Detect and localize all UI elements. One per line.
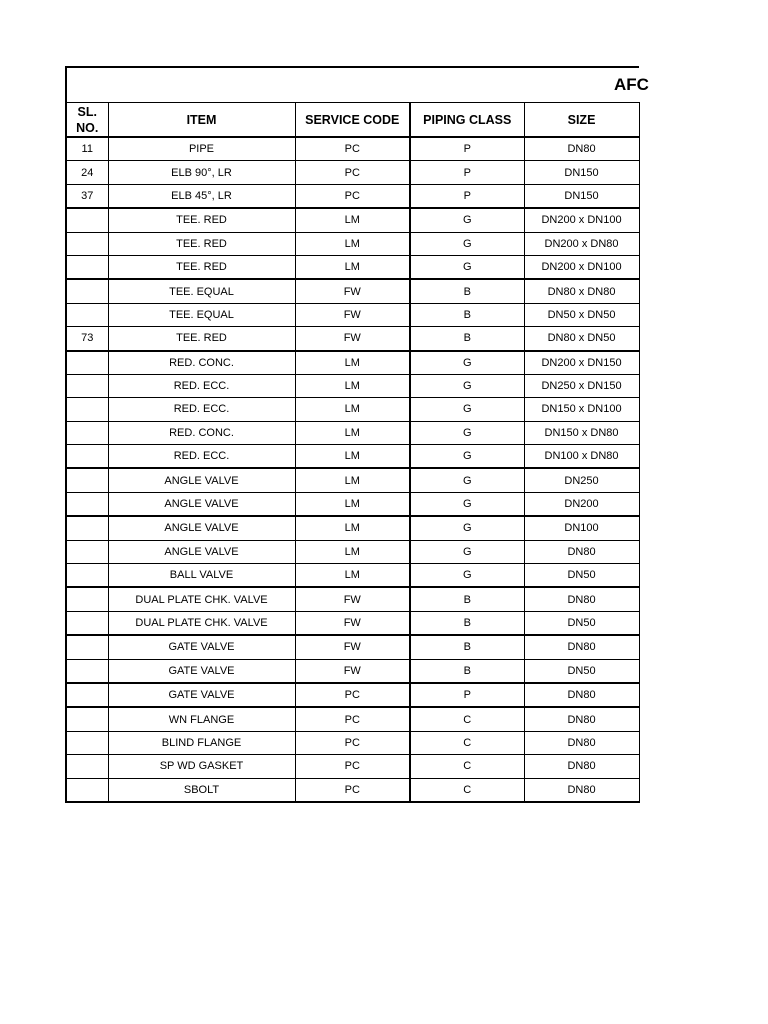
item-cell: TEE. RED: [108, 255, 295, 279]
header-sl-no: [66, 103, 108, 138]
item-cell: GATE VALVE: [108, 659, 295, 683]
service-code-cell: LM: [295, 232, 410, 255]
header-service-code: SERVICE CODE: [295, 103, 410, 138]
sl-no-cell: [66, 564, 108, 588]
service-code-cell: LM: [295, 255, 410, 279]
size-cell: DN80: [524, 635, 639, 659]
piping-class-cell: G: [410, 232, 524, 255]
service-code-cell: FW: [295, 327, 410, 351]
service-code-cell: LM: [295, 492, 410, 516]
sl-no-cell: [66, 540, 108, 563]
table-row: [66, 611, 639, 635]
service-code-cell: LM: [295, 516, 410, 540]
table-row: [66, 255, 639, 279]
piping-class-cell: P: [410, 184, 524, 208]
size-cell: DN200 x DN100: [524, 255, 639, 279]
table-row: [66, 564, 639, 588]
sl-no-cell: 24: [66, 161, 108, 184]
title-cell: [66, 67, 649, 103]
table-row: [66, 351, 639, 375]
service-code-cell: PC: [295, 683, 410, 707]
service-code-cell: PC: [295, 137, 410, 161]
header-row: [66, 103, 639, 138]
sheet-title: AFC: [614, 75, 649, 94]
size-cell: DN100 x DN80: [524, 445, 639, 469]
size-cell: DN100: [524, 516, 639, 540]
item-cell: ELB 45°, LR: [108, 184, 295, 208]
table-row: [66, 374, 639, 397]
piping-class-cell: B: [410, 327, 524, 351]
piping-class-cell: G: [410, 516, 524, 540]
service-code-cell: LM: [295, 564, 410, 588]
item-cell: GATE VALVE: [108, 683, 295, 707]
item-cell: WN FLANGE: [108, 707, 295, 731]
item-cell: BALL VALVE: [108, 564, 295, 588]
table-row: [66, 659, 639, 683]
header-piping-class: PIPING CLASS: [410, 103, 524, 138]
header-size: SIZE: [524, 103, 639, 138]
piping-class-cell: B: [410, 635, 524, 659]
item-cell: ANGLE VALVE: [108, 516, 295, 540]
sl-no-cell: [66, 611, 108, 635]
service-code-cell: FW: [295, 587, 410, 611]
size-cell: DN80: [524, 731, 639, 754]
service-code-cell: PC: [295, 778, 410, 802]
service-code-cell: LM: [295, 421, 410, 444]
table-row: [66, 161, 639, 184]
table-row: [66, 587, 639, 611]
sl-no-cell: [66, 374, 108, 397]
sl-no-cell: [66, 303, 108, 326]
item-cell: BLIND FLANGE: [108, 731, 295, 754]
service-code-cell: PC: [295, 731, 410, 754]
header-sl-no-line2: NO.: [76, 120, 99, 135]
item-cell: ANGLE VALVE: [108, 492, 295, 516]
item-cell: TEE. RED: [108, 208, 295, 232]
sl-no-cell: [66, 755, 108, 778]
size-cell: DN200 x DN100: [524, 208, 639, 232]
piping-class-cell: C: [410, 731, 524, 754]
item-cell: RED. CONC.: [108, 421, 295, 444]
item-cell: SP WD GASKET: [108, 755, 295, 778]
piping-class-cell: G: [410, 351, 524, 375]
size-cell: DN200: [524, 492, 639, 516]
sl-no-cell: [66, 635, 108, 659]
size-cell: DN200 x DN80: [524, 232, 639, 255]
sl-no-cell: [66, 516, 108, 540]
sl-no-cell: [66, 778, 108, 802]
sl-no-cell: [66, 445, 108, 469]
table-row: [66, 327, 639, 351]
item-cell: TEE. RED: [108, 327, 295, 351]
size-cell: DN80: [524, 137, 639, 161]
table-row: [66, 778, 639, 802]
sl-no-cell: [66, 255, 108, 279]
piping-class-cell: P: [410, 137, 524, 161]
table-row: [66, 755, 639, 778]
item-cell: TEE. EQUAL: [108, 279, 295, 303]
sl-no-cell: 37: [66, 184, 108, 208]
table-row: [66, 707, 639, 731]
sl-no-cell: [66, 468, 108, 492]
service-code-cell: PC: [295, 707, 410, 731]
piping-class-cell: C: [410, 707, 524, 731]
service-code-cell: LM: [295, 374, 410, 397]
item-cell: TEE. RED: [108, 232, 295, 255]
size-cell: DN80: [524, 587, 639, 611]
sl-no-cell: [66, 492, 108, 516]
service-code-cell: FW: [295, 635, 410, 659]
size-cell: DN150: [524, 161, 639, 184]
item-cell: DUAL PLATE CHK. VALVE: [108, 587, 295, 611]
table-row: [66, 303, 639, 326]
title-row: [66, 67, 639, 103]
sl-no-cell: [66, 351, 108, 375]
sl-no-cell: [66, 232, 108, 255]
piping-class-cell: G: [410, 468, 524, 492]
size-cell: DN250: [524, 468, 639, 492]
piping-class-cell: C: [410, 778, 524, 802]
table-row: [66, 184, 639, 208]
sl-no-cell: [66, 707, 108, 731]
size-cell: DN50 x DN50: [524, 303, 639, 326]
service-code-cell: LM: [295, 351, 410, 375]
piping-class-cell: G: [410, 421, 524, 444]
table-row: [66, 683, 639, 707]
piping-class-cell: C: [410, 755, 524, 778]
service-code-cell: LM: [295, 208, 410, 232]
table-row: [66, 492, 639, 516]
piping-class-cell: P: [410, 683, 524, 707]
service-code-cell: PC: [295, 184, 410, 208]
sl-no-cell: 11: [66, 137, 108, 161]
table-row: [66, 731, 639, 754]
item-cell: TEE. EQUAL: [108, 303, 295, 326]
sl-no-cell: [66, 421, 108, 444]
size-cell: DN150 x DN80: [524, 421, 639, 444]
table-row: [66, 445, 639, 469]
service-code-cell: PC: [295, 161, 410, 184]
item-cell: SBOLT: [108, 778, 295, 802]
piping-class-cell: B: [410, 279, 524, 303]
piping-class-cell: G: [410, 208, 524, 232]
piping-class-cell: G: [410, 492, 524, 516]
piping-class-cell: G: [410, 398, 524, 421]
size-cell: DN80: [524, 755, 639, 778]
table-row: [66, 137, 639, 161]
table-row: [66, 232, 639, 255]
size-cell: DN50: [524, 611, 639, 635]
table-row: [66, 468, 639, 492]
piping-class-cell: G: [410, 445, 524, 469]
item-cell: RED. ECC.: [108, 374, 295, 397]
table-row: [66, 540, 639, 563]
size-cell: DN150 x DN100: [524, 398, 639, 421]
sl-no-cell: [66, 683, 108, 707]
service-code-cell: LM: [295, 398, 410, 421]
item-cell: DUAL PLATE CHK. VALVE: [108, 611, 295, 635]
piping-class-cell: G: [410, 564, 524, 588]
service-code-cell: PC: [295, 755, 410, 778]
piping-class-cell: G: [410, 540, 524, 563]
size-cell: DN80: [524, 707, 639, 731]
item-cell: ANGLE VALVE: [108, 468, 295, 492]
size-cell: DN80 x DN80: [524, 279, 639, 303]
size-cell: DN80: [524, 778, 639, 802]
table-row: [66, 635, 639, 659]
size-cell: DN50: [524, 564, 639, 588]
item-cell: GATE VALVE: [108, 635, 295, 659]
piping-class-cell: B: [410, 611, 524, 635]
piping-class-cell: B: [410, 303, 524, 326]
piping-class-cell: P: [410, 161, 524, 184]
service-code-cell: LM: [295, 445, 410, 469]
size-cell: DN80: [524, 540, 639, 563]
service-code-cell: LM: [295, 540, 410, 563]
item-cell: ELB 90°, LR: [108, 161, 295, 184]
table-row: [66, 279, 639, 303]
size-cell: DN200 x DN150: [524, 351, 639, 375]
size-cell: DN80: [524, 683, 639, 707]
sl-no-cell: [66, 731, 108, 754]
size-cell: DN80 x DN50: [524, 327, 639, 351]
header-sl-no-line1: SL.: [77, 104, 97, 119]
sl-no-cell: [66, 398, 108, 421]
size-cell: DN150: [524, 184, 639, 208]
sl-no-cell: [66, 279, 108, 303]
size-cell: DN50: [524, 659, 639, 683]
table-row: [66, 516, 639, 540]
item-cell: PIPE: [108, 137, 295, 161]
service-code-cell: FW: [295, 659, 410, 683]
piping-class-cell: G: [410, 374, 524, 397]
spreadsheet-page: [65, 66, 649, 796]
sl-no-cell: [66, 587, 108, 611]
item-cell: RED. ECC.: [108, 398, 295, 421]
item-cell: RED. ECC.: [108, 445, 295, 469]
service-code-cell: FW: [295, 611, 410, 635]
header-item: ITEM: [108, 103, 295, 138]
service-code-cell: FW: [295, 279, 410, 303]
service-code-cell: LM: [295, 468, 410, 492]
sl-no-cell: 73: [66, 327, 108, 351]
piping-class-cell: G: [410, 255, 524, 279]
size-cell: DN250 x DN150: [524, 374, 639, 397]
item-cell: ANGLE VALVE: [108, 540, 295, 563]
item-cell: RED. CONC.: [108, 351, 295, 375]
material-table: [65, 66, 649, 803]
sl-no-cell: [66, 659, 108, 683]
table-row: [66, 208, 639, 232]
sl-no-cell: [66, 208, 108, 232]
table-row: [66, 421, 639, 444]
piping-class-cell: B: [410, 659, 524, 683]
piping-class-cell: B: [410, 587, 524, 611]
table-row: [66, 398, 639, 421]
service-code-cell: FW: [295, 303, 410, 326]
